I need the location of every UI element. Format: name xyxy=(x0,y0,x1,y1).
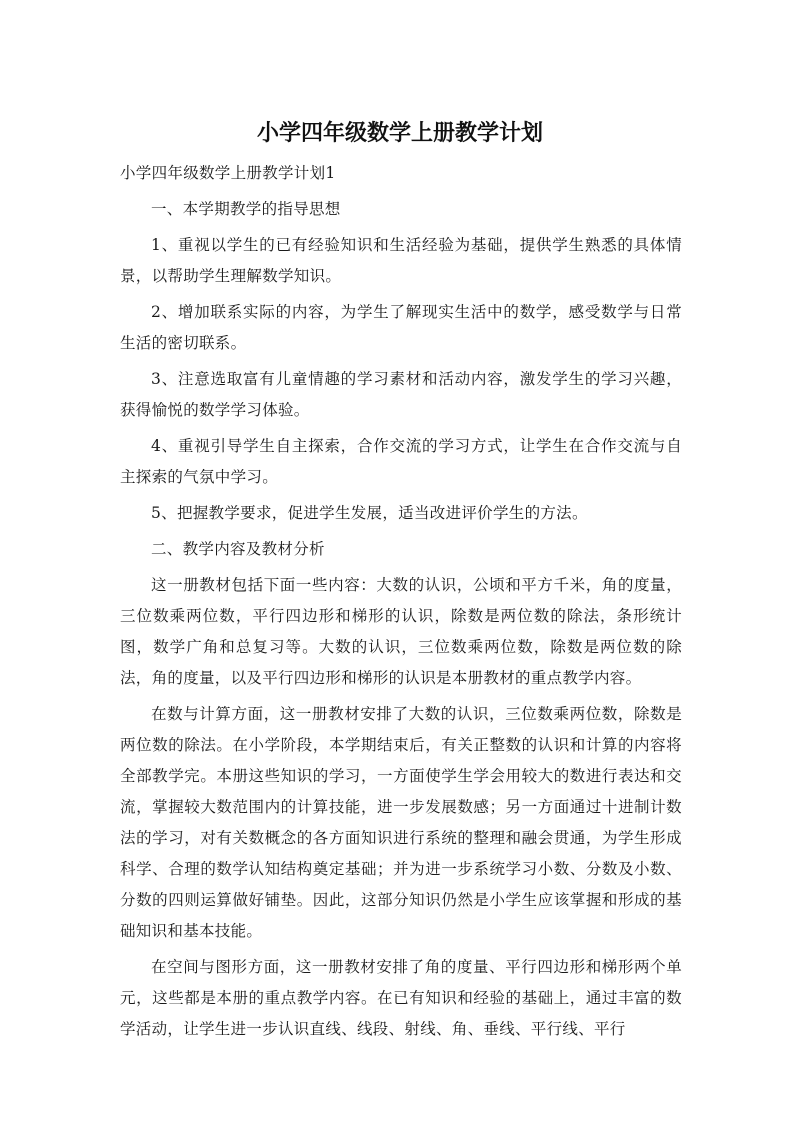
paragraph-item-1: 1、重视以学生的已有经验知识和生活经验为基础，提供学生熟悉的具体情景，以帮助学生理解数学知识。 xyxy=(120,236,682,285)
section-heading-content-analysis: 二、教学内容及教材分析 xyxy=(151,540,325,558)
paragraph-item-2: 2、增加联系实际的内容，为学生了解现实生活中的数学，感受数学与日常生活的密切联系。 xyxy=(120,303,682,352)
section-heading-guiding-ideas: 一、本学期教学的指导思想 xyxy=(151,200,341,218)
document-title: 小学四年级数学上册教学计划 xyxy=(256,121,543,146)
document-subtitle: 小学四年级数学上册教学计划1 xyxy=(120,164,336,182)
paragraph-content-overview: 这一册教材包括下面一些内容：大数的认识，公顷和平方千米，角的度量，三位数乘两位数，平行四边形和梯形的认识，除数是两位数的除法，条形统计图，数学广角和总复习等。大数的认识，三位数乘两位数，除数是两位数的除法，角的度量，以及平行四边形和梯形的认识是本册教材的重点教学内容。 xyxy=(120,576,682,687)
document-body xyxy=(120,158,682,1050)
paragraph-item-3: 3、注意选取富有儿童情趣的学习素材和活动内容，激发学生的学习兴趣，获得愉悦的数学学习体验。 xyxy=(120,370,682,419)
paragraph-item-5: 5、把握教学要求，促进学生发展，适当改进评价学生的方法。 xyxy=(151,504,588,522)
paragraph-number-calculation: 在数与计算方面，这一册教材安排了大数的认识，三位数乘两位数，除数是两位数的除法。在小学阶段，本学期结束后，有关正整数的认识和计算的内容将全部教学完。本册这些知识的学习，一方面使学生学会用较大的数进行表达和交流，掌握较大数范围内的计算技能，进一步发展数感；另一方面通过十进制计数法的学习，对有关数概念的各方面知识进行系统的整理和融会贯通，为学生形成科学、合理的数学认知结构奠定基础；并为进一步系统学习小数、分数及小数、分数的四则运算做好铺垫。因此，这部分知识仍然是小学生应该掌握和形成的基础知识和基本技能。 xyxy=(120,705,682,940)
paragraph-item-4: 4、重视引导学生自主探索，合作交流的学习方式，让学生在合作交流与自主探索的气氛中学习。 xyxy=(120,437,682,486)
paragraph-space-geometry: 在空间与图形方面，这一册教材安排了角的度量、平行四边形和梯形两个单元，这些都是本册的重点教学内容。在已有知识和经验的基础上，通过丰富的数学活动，让学生进一步认识直线、线段、射线、角、垂线、平行线、平行 xyxy=(120,958,682,1038)
